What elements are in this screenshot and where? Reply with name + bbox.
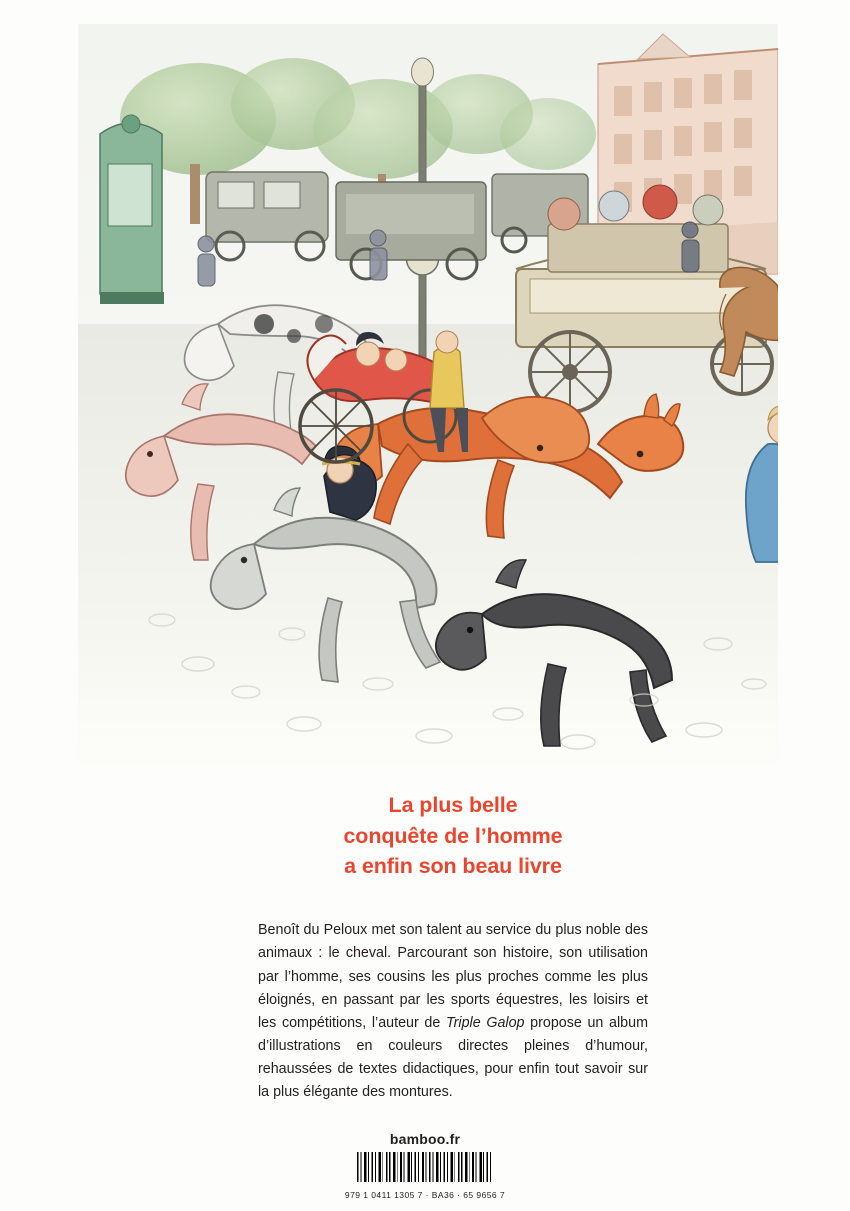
publisher-name[interactable]: bamboo.fr — [389, 1131, 461, 1147]
barcode-image — [357, 1152, 493, 1182]
blurb-part-1: Benoît du Peloux met son talent au service du plus noble des animaux : le cheval. Parcourant son histoire, son utilisation par l’homme, ses cousins les plus proches comme les plus éloignés, en passant par les sports équestres, les loisirs et les compétitions, l’auteur de — [258, 922, 648, 1031]
headline-line-1: La plus belle — [388, 793, 518, 817]
cover-blurb — [258, 919, 648, 1104]
blurb-part-2: propose un album d’illustrations en couleurs directes pleines d’humour, rehaussées de textes didactiques, pour enfin tout savoir sur la plus élégante des montures. — [258, 1014, 648, 1101]
barcode-area — [0, 1152, 850, 1200]
street-scene-illustration-svg — [78, 24, 778, 769]
blurb-series-title: Triple Galop — [445, 1014, 525, 1031]
headline-line-2: conquête de l’homme — [343, 823, 563, 848]
green-kiosk — [100, 115, 164, 304]
headline-line-3: a enfin son beau livre — [344, 854, 562, 879]
cover-illustration — [78, 24, 778, 769]
isbn-text: 979 1 0411 1305 7 · BA36 · 65 9656 7 — [344, 1190, 506, 1200]
cover-headline — [258, 790, 648, 882]
